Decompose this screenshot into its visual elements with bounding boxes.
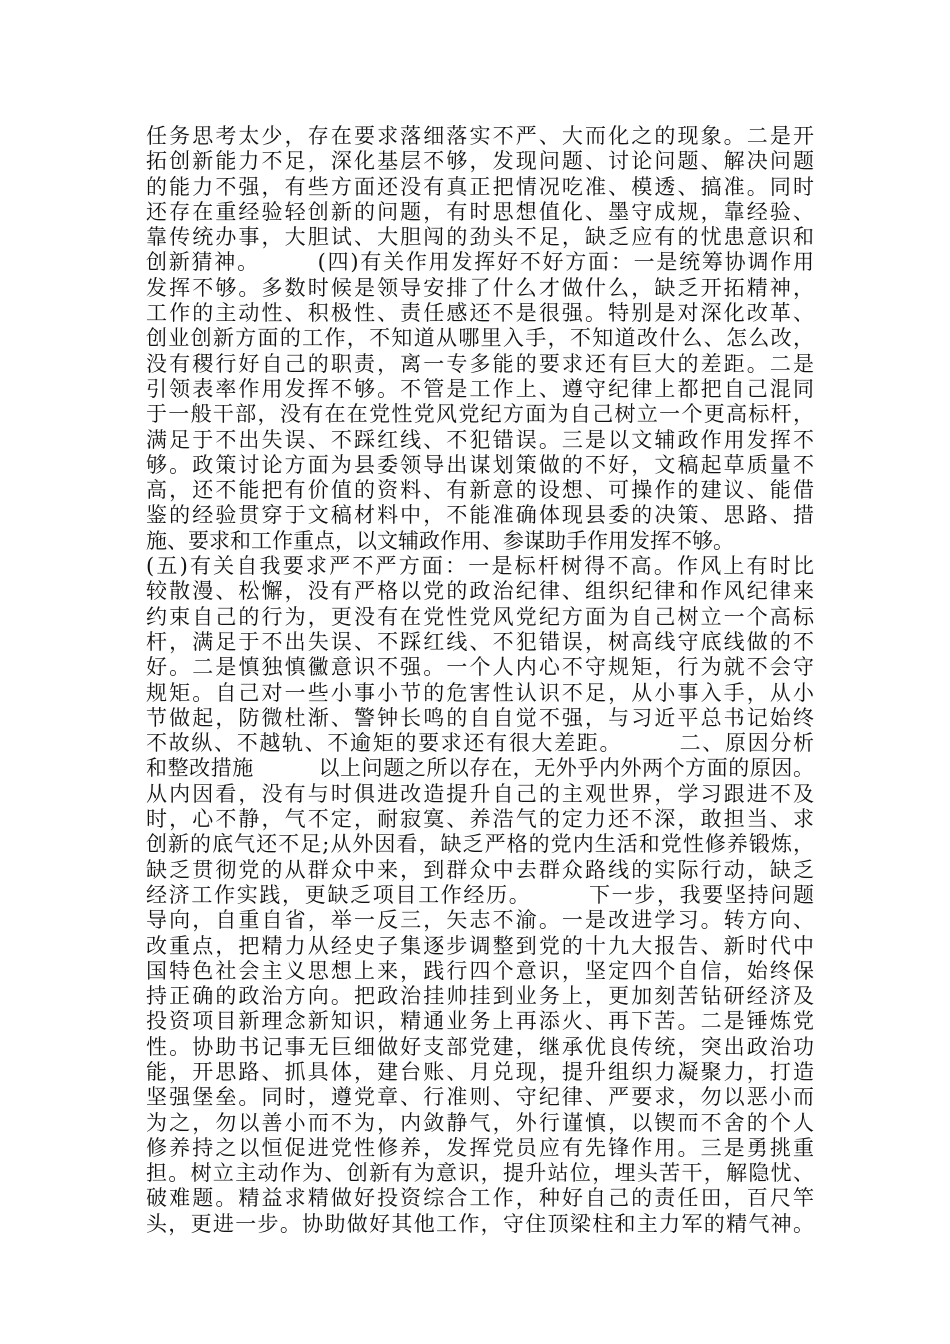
- text-line: 发挥不够。多数时候是领导安排了什么才做什么，缺乏开拓精神，: [146, 275, 814, 300]
- text-line: 还存在重经验轻创新的问题，有时思想值化、墨守成规，靠经验、: [146, 199, 814, 224]
- text-line: 担。树立主动作为、创新有为意识，提升站位，埋头苦干，解隐忧、: [146, 1161, 814, 1186]
- text-line: 坚强堡垒。同时，遵党章、行准则、守纪律、严要求，勿以恶小而: [146, 1085, 814, 1110]
- text-line: 施、要求和工作重点，以文辅政作用、参谋助手作用发挥不够。: [146, 528, 734, 553]
- text-line: 经济工作实践，更缺乏项目工作经历。 下一步，我要坚持问题: [146, 882, 814, 907]
- text-line: 够。政策讨论方面为县委领导出谋划策做的不好，文稿起草质量不: [146, 452, 814, 477]
- text-line: (五)有关自我要求严不严方面：一是标杆树得不高。作风上有时比: [146, 554, 814, 579]
- text-line: 改重点，把精力从经史子集逐步调整到党的十九大报告、新时代中: [146, 933, 814, 958]
- text-line: 约束自己的行为，更没有在党性党风党纪方面为自己树立一个高标: [146, 604, 814, 629]
- text-line: 任务思考太少，存在要求落细落实不严、大而化之的现象。二是开: [146, 124, 814, 148]
- text-line: 于一般干部，没有在在党性党风党纪方面为自己树立一个更高标杆，: [146, 402, 814, 427]
- text-line: 不故纵、不越轨、不逾矩的要求还有很大差距。 二、原因分析: [146, 731, 814, 756]
- text-line: 修养持之以恒促进党性修养，发挥党员应有先锋作用。三是勇挑重: [146, 1135, 814, 1160]
- text-line: 节做起，防微杜渐、警钟长鸣的自自觉不强，与习近平总书记始终: [146, 705, 814, 730]
- text-line: 没有稷行好自己的职责，离一专多能的要求还有巨大的差距。二是: [146, 351, 814, 376]
- text-line: 持正确的政治方向。把政治挂帅挂到业务上，更加刻苦钻研经济及: [146, 984, 814, 1009]
- text-line: 杆，满足于不出失误、不踩红线、不犯错误，树高线守底线做的不: [146, 629, 814, 654]
- text-line: 的能力不强，有些方面还没有真正把情况吃准、模透、搞准。同时: [146, 174, 814, 199]
- text-line: 高，还不能把有价值的资料、有新意的设想、可操作的建议、能借: [146, 478, 814, 503]
- text-line: 工作的主动性、积极性、责任感还不是很强。特别是对深化改革、: [146, 301, 814, 326]
- text-line: 导向，自重自省，举一反三，矢志不渝。一是改进学习。转方向、: [146, 908, 814, 933]
- text-line: 拓创新能力不足，深化基层不够，发现问题、讨论问题、解决问题: [146, 149, 814, 174]
- text-line: 引领表率作用发挥不够。不管是工作上、遵守纪律上都把自己混同: [146, 376, 814, 401]
- text-line: 投资项目新理念新知识，精通业务上再添火、再下苦。二是锤炼党: [146, 1009, 814, 1034]
- text-line: 头，更进一步。协助做好其他工作，守住顶梁柱和主力军的精气神。: [146, 1211, 814, 1236]
- text-line: 为之，勿以善小而不为，内敛静气，外行谨慎，以锲而不舍的个人: [146, 1110, 814, 1135]
- text-line: 鉴的经验贯穿于文稿材料中，不能准确体现县委的决策、思路、措: [146, 503, 814, 528]
- text-line: 靠传统办事，大胆试、大胆闯的劲头不足，缺乏应有的忧患意识和: [146, 225, 814, 250]
- text-line: 时，心不静，气不定，耐寂寞、养浩气的定力还不深，敢担当、求: [146, 807, 814, 832]
- text-line: 和整改措施 以上问题之所以存在，无外乎内外两个方面的原因。: [146, 756, 814, 781]
- text-line: 创新猜神。 (四)有关作用发挥好不好方面：一是统筹协调作用: [146, 250, 814, 275]
- text-line: 缺乏贯彻党的从群众中来，到群众中去群众路线的实际行动，缺乏: [146, 857, 814, 882]
- text-line: 创新的底气还不足;从外因看，缺乏严格的党内生活和党性修养锻炼，: [146, 832, 814, 857]
- text-line: 能，开思路、抓具体，建台账、月兑现，提升组织力凝聚力，打造: [146, 1059, 814, 1084]
- text-line: 性。协助书记事无巨细做好支部党建，继承优良传统，突出政治功: [146, 1034, 814, 1059]
- text-line: 满足于不出失误、不踩红线、不犯错误。三是以文辅政作用发挥不: [146, 427, 814, 452]
- text-line: 较散漫、松懈，没有严格以党的政治纪律、组织纪律和作风纪律来: [146, 579, 814, 604]
- text-line: 好。二是慎独慎黴意识不强。一个人内心不守规矩，行为就不会守: [146, 655, 814, 680]
- text-line: 国特色社会主义思想上来，践行四个意识，坚定四个自信，始终保: [146, 958, 814, 983]
- body-text: [146, 124, 814, 1237]
- text-line: 从内因看，没有与时俱进改造提升自己的主观世界，学习跟进不及: [146, 781, 814, 806]
- text-line: 创业创新方面的工作，不知道从哪里入手，不知道改什么、怎么改，: [146, 326, 814, 351]
- text-line: 规矩。自己对一些小事小节的危害性认识不足，从小事入手，从小: [146, 680, 814, 705]
- text-line: 破难题。精益求精做好投资综合工作，种好自己的责任田，百尺竿: [146, 1186, 814, 1211]
